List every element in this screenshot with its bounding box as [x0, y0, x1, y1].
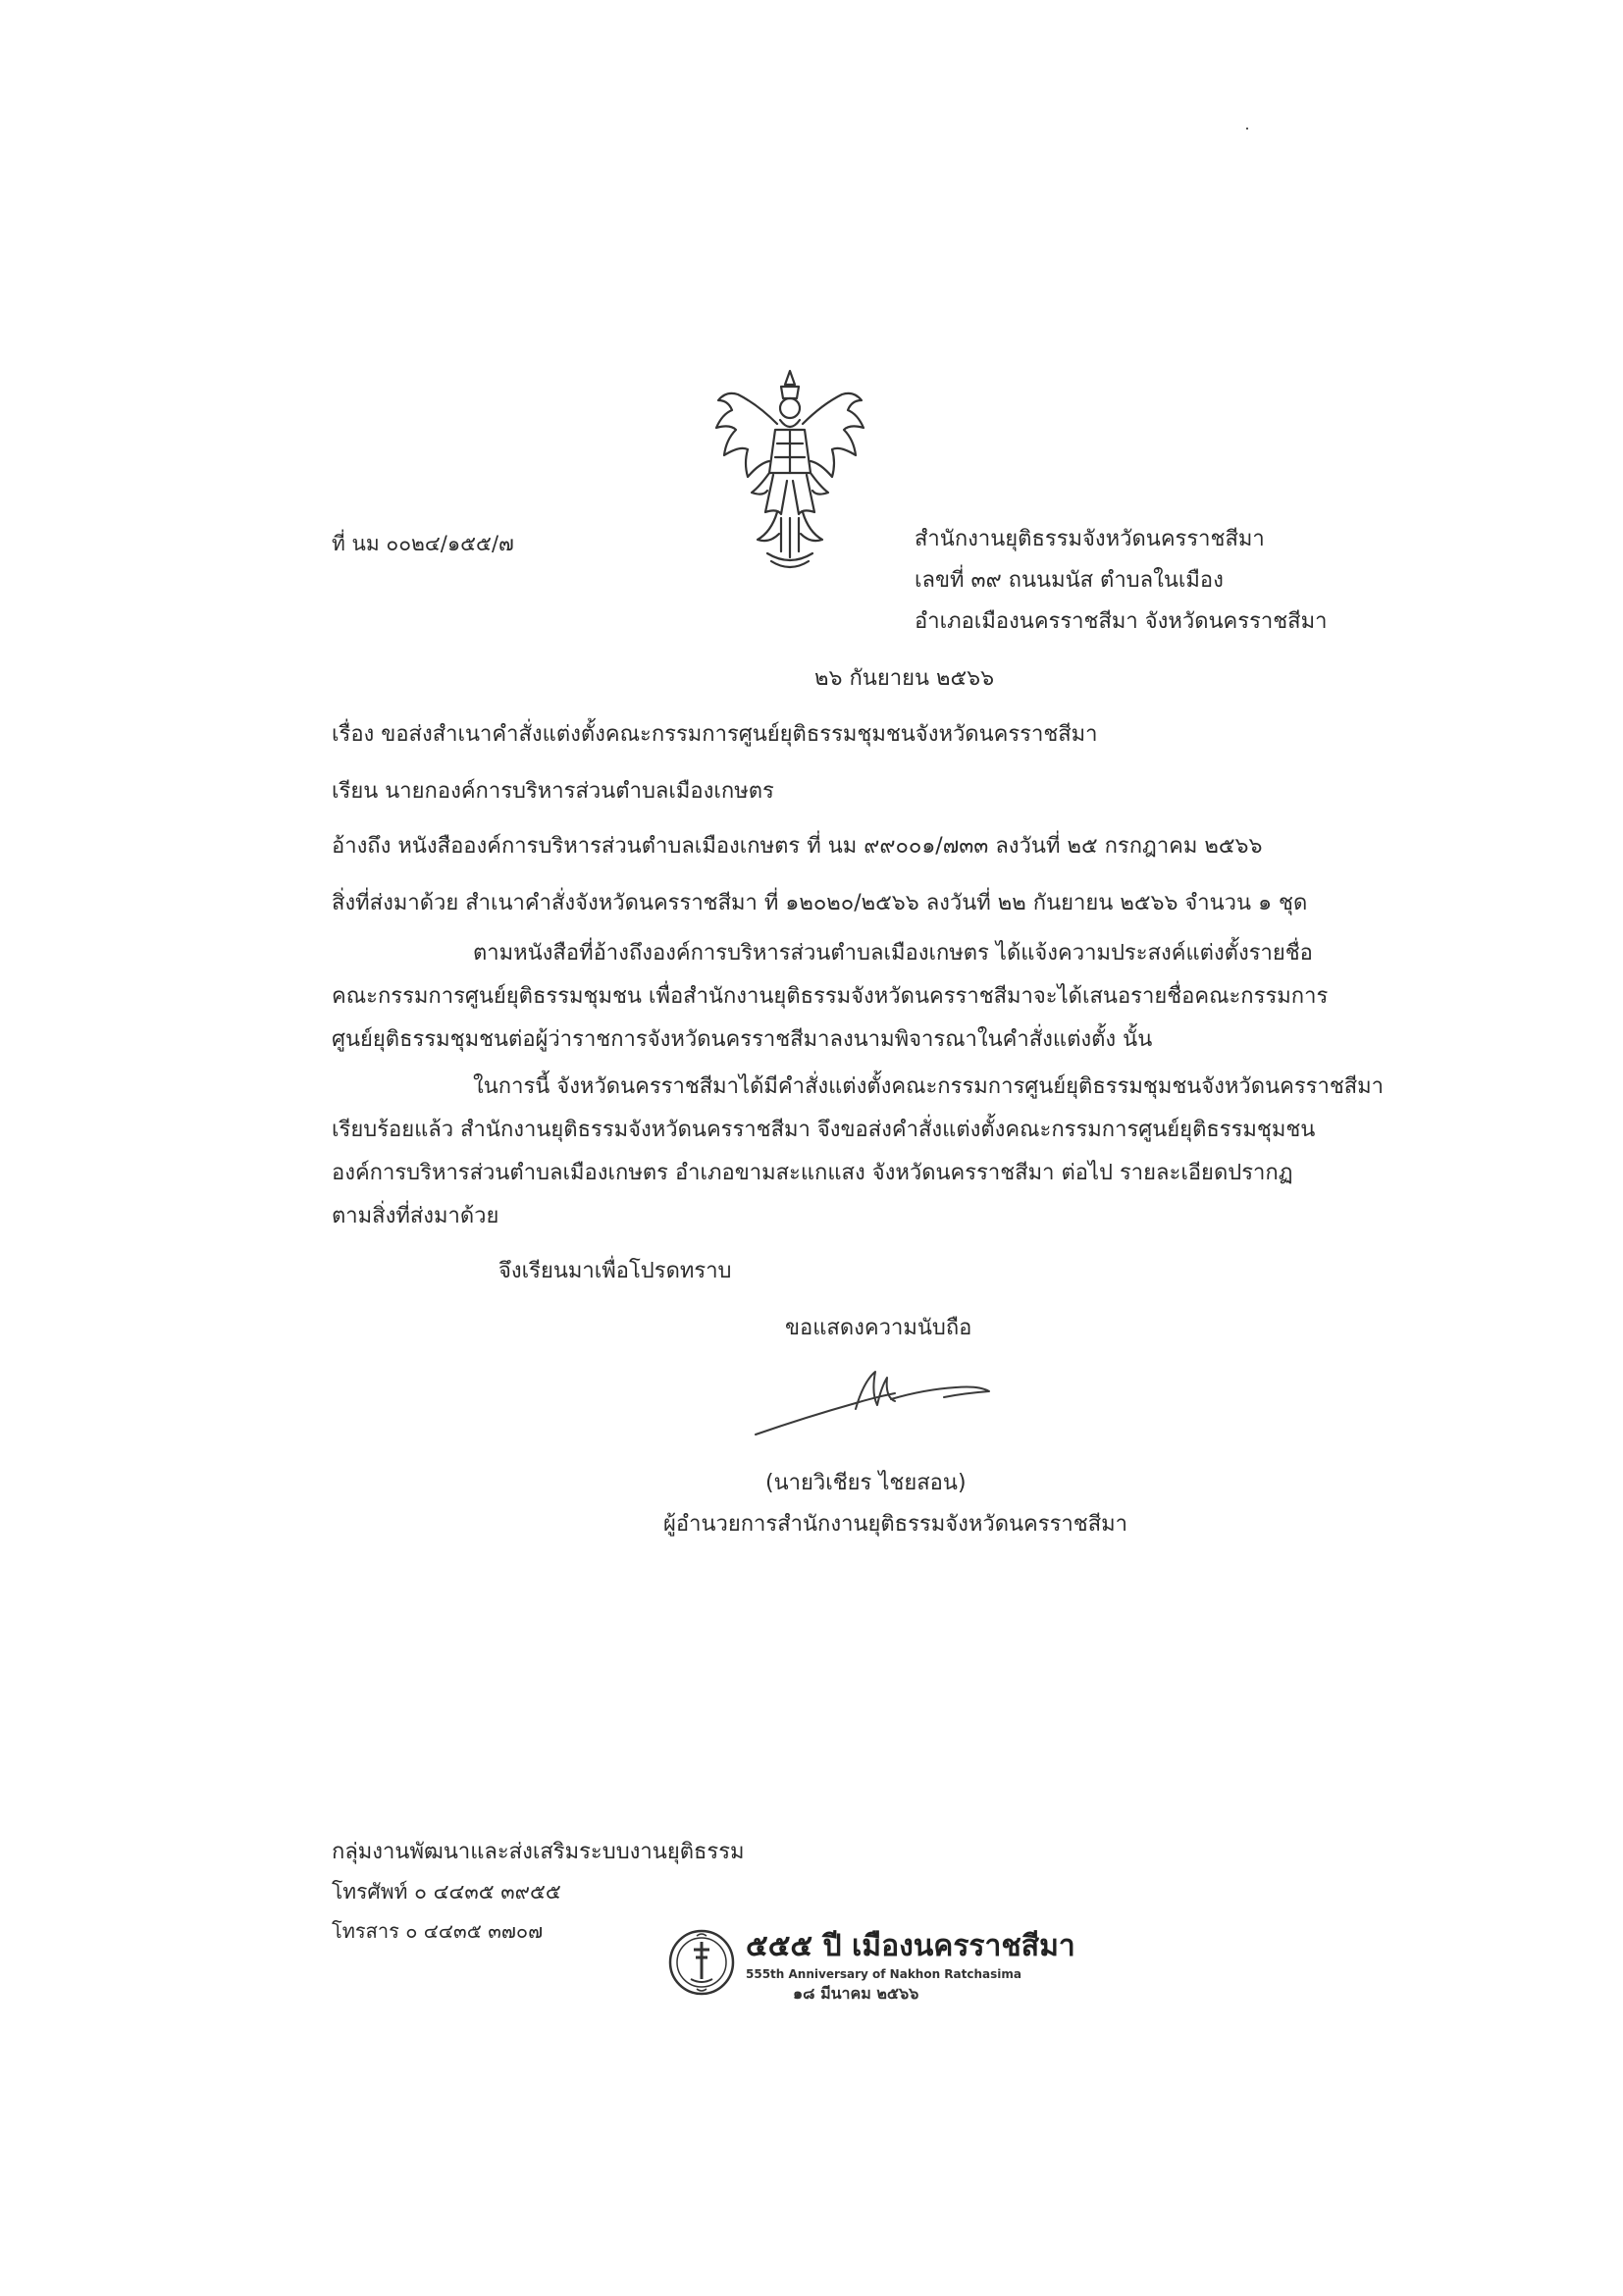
anniversary-seal-icon [667, 1928, 736, 1997]
agency-name-line: สำนักงานยุติธรรมจังหวัดนครราชสีมา [915, 527, 1265, 551]
subject-line: เรื่อง ขอส่งสำเนาคำสั่งแต่งตั้งคณะกรรมการศูนย์ยุติธรรมชุมชนจังหวัดนครราชสีมา [332, 722, 1098, 747]
signature-icon [748, 1364, 993, 1442]
body-paragraph-1-line: ตามหนังสือที่อ้างถึงองค์การบริหารส่วนตำบลเมืองเกษตร ได้แจ้งความประสงค์แต่งตั้งรายชื่อ [473, 941, 1313, 965]
body-paragraph-2-line: ตามสิ่งที่ส่งมาด้วย [332, 1204, 499, 1228]
reference-number: ที่ นม ๐๐๒๔/๑๕๕/๗ [332, 532, 514, 555]
agency-district-line: อำเภอเมืองนครราชสีมา จังหวัดนครราชสีมา [915, 609, 1328, 634]
anniversary-title: ๕๕๕ ปี เมืองนครราชสีมา [746, 1929, 1075, 1963]
letter-date: ๒๖ กันยายน ๒๕๖๖ [814, 666, 995, 691]
body-paragraph-2-line: องค์การบริหารส่วนตำบลเมืองเกษตร อำเภอขามสะแกแสง จังหวัดนครราชสีมา ต่อไป รายละเอียดปรากฏ [332, 1161, 1293, 1185]
scan-speck [1246, 128, 1248, 130]
footer-phone: โทรศัพท์ ๐ ๔๔๓๕ ๓๙๕๕ [332, 1880, 561, 1904]
addressee-line: เรียน นายกองค์การบริหารส่วนตำบลเมืองเกษตร [332, 779, 774, 804]
body-paragraph-1-line: คณะกรรมการศูนย์ยุติธรรมชุมชน เพื่อสำนักงานยุติธรรมจังหวัดนครราชสีมาจะได้เสนอรายชื่อคณะกรรมการ [332, 984, 1329, 1009]
body-paragraph-2-line: เรียบร้อยแล้ว สำนักงานยุติธรรมจังหวัดนครราชสีมา จึงขอส่งคำสั่งแต่งตั้งคณะกรรมการศูนย์ยุติธรรมชุมชน [332, 1118, 1316, 1142]
agency-address-line: เลขที่ ๓๙ ถนนมนัส ตำบลในเมือง [915, 568, 1224, 593]
anniversary-english: 555th Anniversary of Nakhon Ratchasima [746, 1967, 1021, 1981]
closing-request: จึงเรียนมาเพื่อโปรดทราบ [498, 1259, 732, 1283]
salutation: ขอแสดงความนับถือ [785, 1316, 972, 1340]
garuda-emblem-icon [708, 365, 871, 575]
body-paragraph-1-line: ศูนย์ยุติธรรมชุมชนต่อผู้ว่าราชการจังหวัดนครราชสีมาลงนามพิจารณาในคำสั่งแต่งตั้ง นั้น [332, 1027, 1153, 1052]
body-paragraph-2-line: ในการนี้ จังหวัดนครราชสีมาได้มีคำสั่งแต่งตั้งคณะกรรมการศูนย์ยุติธรรมชุมชนจังหวัดนครราชสีมา [473, 1074, 1385, 1099]
footer-unit: กลุ่มงานพัฒนาและส่งเสริมระบบงานยุติธรรม [332, 1840, 745, 1864]
reference-line: อ้างถึง หนังสือองค์การบริหารส่วนตำบลเมืองเกษตร ที่ นม ๙๙๐๐๑/๗๓๓ ลงวันที่ ๒๕ กรกฎาคม ๒๕๖๖ [332, 834, 1263, 859]
enclosure-line: สิ่งที่ส่งมาด้วย สำเนาคำสั่งจังหวัดนครราชสีมา ที่ ๑๒๐๒๐/๒๕๖๖ ลงวันที่ ๒๒ กันยายน ๒๕๖๖ จำนวน ๑ ชุด [332, 891, 1308, 915]
signatory-position: ผู้อำนวยการสำนักงานยุติธรรมจังหวัดนครราชสีมา [663, 1512, 1127, 1537]
anniversary-date: ๑๘ มีนาคม ๒๕๖๖ [793, 1984, 919, 2003]
footer-fax: โทรสาร ๐ ๔๔๓๕ ๓๗๐๗ [332, 1919, 544, 1943]
signatory-name: (นายวิเชียร ไชยสอน) [765, 1471, 967, 1495]
